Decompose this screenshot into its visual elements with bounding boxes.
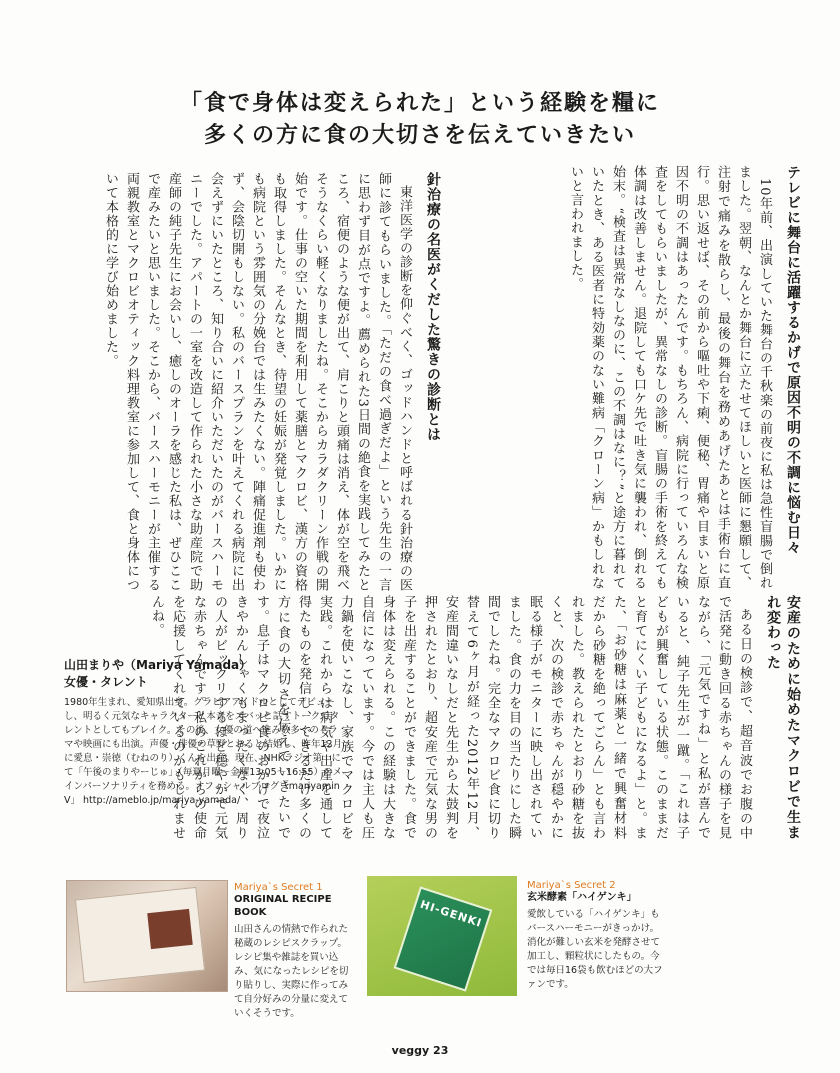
headline-line-1: 「食で身体は変えられた」という経験を糧に: [179, 90, 660, 116]
profile-box: [64, 656, 344, 808]
page-footer: veggy 23: [391, 1044, 449, 1057]
secret-2-name: 玄米酵素「ハイゲンキ」: [527, 892, 637, 903]
article-column-upper-left: [58, 172, 443, 592]
subheading-1: テレビに舞台に活躍するかげで原因不明の不調に悩む日々: [785, 165, 801, 555]
article-paragraph-1: 10年前、出演していた舞台の千秋楽の前夜に私は急性盲腸で倒れました。翌朝、なんとか舞台に立たせてほしいと医師に懇願して、注射で痛みを散らし、最後の舞台を務めあげたあとは手術台に直行。思い返せば、その前から嘔吐や下痢、便秘、胃痛や目まいと原因不明の不調はあったんです。もちろん、病院に行っていろんな検査をしてもらいましたが、異常なしの診断。盲腸の手術を終えても体調は改善しません。退院しても口ケ先で吐き気に襲われ、倒れる始末。“検査は異常なしなのに、この不調はなに？”と途方に暮れていたとき、ある医者に特効薬のない難病「クローン病」かもしれないと言われました。: [568, 165, 772, 591]
profile-role: 女優・タレント: [64, 675, 148, 689]
subheading-3: 安産のために始めたマクロビで生まれ変わった: [765, 595, 801, 840]
profile-name: 山田まりや（Mariya Yamada）: [64, 658, 252, 672]
subheading-2: 針治療の名医がくだした驚きの診断とは: [425, 172, 441, 442]
secret-2-title: Mariya`s Secret 2: [527, 880, 616, 891]
higenki-package-icon: [394, 886, 493, 991]
article-column-upper-right: [448, 165, 803, 590]
secret-1-name: ORIGINAL RECIPE BOOK: [234, 894, 332, 918]
article-paragraph-3: ある日の検診で、超音波でお腹の中で活発に動き回る赤ちゃんの様子を見ながら、「元気ですね」と私が喜んでいると、純子先生が一蹴。「これは子どもが興奮している状態。このままだと育てにくい子どもになるよ」と。また、「お砂糖は麻薬と一緒で興奮材料だから砂糖を絶ってごらん」とも言われました。教えられたとおり砂糖を抜くと、次の検診で赤ちゃんが穏やかに眠る様子がモニターに映し出されていました。食の力を目の当たりにした瞬間でしたね。完全なマクロビ食に切り替えて6ヶ月が経った2012年12月、安産間違いなしだと先生から太鼓判を押されたとおり、超安産で元気な男の子を出産することができました。食で身体は変えられる。この経験は大きな自信になっています。今では主人も圧力鍋を使いこなし、家族でマクロビを実践。これからは病気や出産を通して得たものを発信し、できるだけ多くの方に食の大切さを伝えていきたいです。息子はマクロビ食のおかげで夜泣きやかんしゃくもまったくなく、周りの人がビックリするほど穏やかで元気な赤ちゃんです。私のこれからの使命を応援してくれているのかもしれませんね。: [149, 595, 752, 840]
headline-line-2: 多くの方に食の大切さを伝えていきたい: [203, 122, 636, 148]
secret-2: [367, 876, 787, 1026]
food-photo-icon: [147, 909, 193, 949]
profile-bio: 1980年生まれ、愛知県出身。グラビアアイドルとしてデビューし、明るく元気なキャラクターと本音をズバッと話すトークでタレントとしてもブレイク。その後、女優の道へ進み数多くのドラマや映画にも出演。声優・俳優の草野とおると結婚し、昨年12月に愛息・崇徳（むねのり）くんを出産。現在、NHKラジオ第一にて「午後のまりやーじゅ」（毎週月曜〜金曜13:05〜16:55）のメインパーソナリティを務める。オフィシャルブログ「mariyamin V」 http://ameblo.jp/mariya-yamada/: [64, 697, 343, 806]
secret-1: [66, 870, 356, 1020]
secret-1-description: 山田さんの情熱で作られた秘蔵のレシピスクラップ。レシピ集や雑誌を買い込み、気になったレシピを切り貼りし、実際に作ってみて自分好みの分量に変えていくそうです。: [234, 924, 349, 1019]
recipe-book-photo: [66, 880, 228, 992]
secret-2-description: 愛飲している「ハイゲンキ」もバースハーモニーがきっかけ。消化が難しい玄米を発酵させて加工し、顆粒状にしたもの。今では毎日16袋も飲むほどの大ファンです。: [527, 909, 663, 990]
secret-1-title: Mariya`s Secret 1: [234, 882, 323, 893]
package-label: HI-GENKI: [418, 897, 484, 930]
article-paragraph-2: 東洋医学の診断を仰ぐべく、ゴッドハンドと呼ばれる針治療の医師に診てもらいました。「ただの食べ過ぎだよ」という先生の一言に思わず目が点ですよ。薦められた3日間の絶食を実践してみたところ、宿便のような便が出て、肩こりと頭痛は消え、体が空を飛べそうなくらい軽くなりましたね。そこからカラダクリーン作戦の開始です。仕事の空いた期間を利用して薬膳とマクロビ、漢方の資格も取得しました。そんなとき、待望の妊娠が発覚しました。いかにも病院という雰囲気の分娩台では生みたくない。陣痛促進剤も使わず、会陰切開もしない。私のバースプランを叶えてくれる病院に出会えずにいたところ、知り合いに紹介いただいたのがバースハーモニーでした。アパートの一室を改造して作られた小さな助産院で助産師の純子先生にお会いし、癒しのオーラを感じた私は、ぜひここで産みたいと思いました。そこから、バースハーモニーが主催する両親教室とマクロビオティック料理教室に参加して、食と身体について本格的に学び始めました。: [103, 172, 412, 592]
higenki-photo: [367, 876, 517, 996]
